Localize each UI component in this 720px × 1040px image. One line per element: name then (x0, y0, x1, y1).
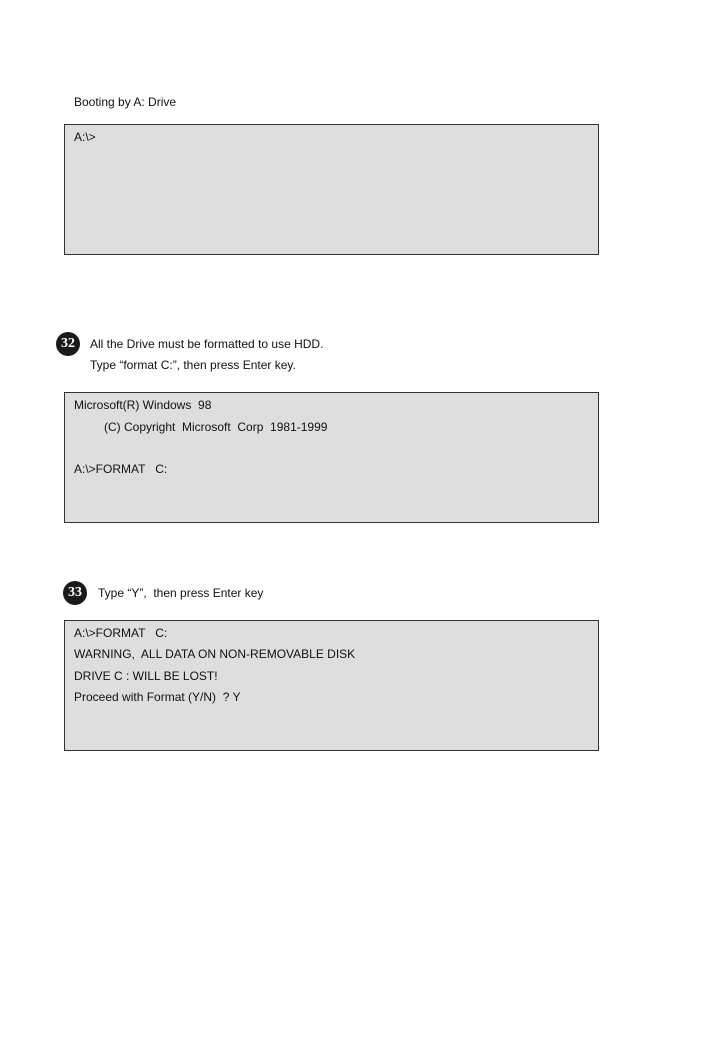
step-33-instruction: Type “Y”, then press Enter key (98, 586, 264, 600)
terminal-line: (C) Copyright Microsoft Corp 1981-1999 (74, 420, 328, 434)
terminal-line: A:\>FORMAT C: (74, 626, 168, 640)
terminal-line: DRIVE C : WILL BE LOST! (74, 669, 218, 683)
step-32-instruction-line-2: Type “format C:”, then press Enter key. (90, 358, 296, 372)
terminal-line: Microsoft(R) Windows 98 (74, 398, 212, 412)
terminal-line: A:\> (74, 130, 96, 144)
terminal-line: A:\>FORMAT C: (74, 462, 168, 476)
step-33-terminal-screen (64, 620, 599, 751)
step-33-badge: 33 (63, 581, 87, 605)
boot-caption: Booting by A: Drive (74, 95, 177, 109)
step-32-instruction-line-1: All the Drive must be formatted to use HDD. (90, 337, 324, 351)
step-32-terminal-screen (64, 392, 599, 523)
step-32-badge: 32 (56, 332, 80, 356)
boot-terminal-screen (64, 124, 599, 255)
terminal-line: WARNING, ALL DATA ON NON-REMOVABLE DISK (74, 647, 356, 661)
terminal-line: Proceed with Format (Y/N) ? Y (74, 690, 241, 704)
